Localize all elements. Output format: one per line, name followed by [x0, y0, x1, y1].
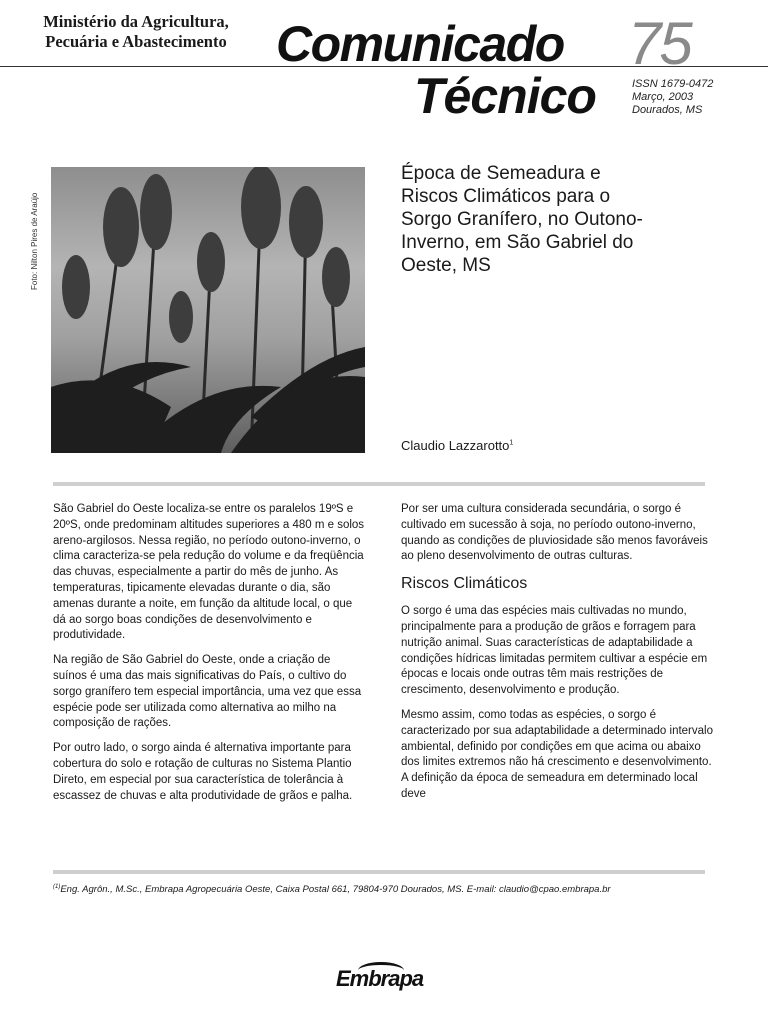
article-title-line: Riscos Climáticos para o [401, 186, 611, 207]
ministry-name [16, 12, 256, 52]
body-paragraph: Por ser uma cultura considerada secundária, o sorgo é cultivado em sucessão à soja, no período outono-inverno, quando as condições de pluviosidade são menos favoráveis ao pleno desenvolvimento de outras culturas. [401, 503, 708, 563]
publication-date: Março, 2003 [632, 91, 694, 103]
photo-credit: Foto: Nilton Pires de Araújo [30, 192, 39, 290]
series-title-line-2: Técnico [414, 68, 596, 124]
logo-arc [358, 962, 404, 979]
issn: ISSN 1679-0472 [632, 78, 714, 90]
body-paragraph: Por outro lado, o sorgo ainda é alternativa importante para cobertura do solo e rotação de culturas no Sistema Plantio Direto, em especial por sua característica de tolerância à escassez de chuvas e alta produtividade de grãos e palha. [53, 742, 353, 802]
footnote-text: Eng. Agrôn., M.Sc., Embrapa Agropecuária Oeste, Caixa Postal 661, 79804-970 Dourados, MS. E-mail: claudio@cpao.embrapa.br [60, 884, 611, 896]
body-paragraph: São Gabriel do Oeste localiza-se entre os paralelos 19ºS e 20ºS, onde predominam altitudes superiores a 480 m e solos areno-argilosos. Nessa região, no período outono-inverno, o clima caracteriza-se pela redução do volume e da freqüência das chuvas, especialmente a partir do mês de junho. As temperaturas, tipicamente elevadas durante o dia, são amenas durante a noite, em função da altitude local, o que dá ao sorgo boas condições de desenvolvimento e produtividade. [53, 503, 365, 642]
body-paragraph: O sorgo é uma das espécies mais cultivadas no mundo, principalmente para a produção de grãos e forragem para nutrição animal. Suas características de adaptabilidade a condições hídricas limitadas permitem cultivar a espécie em épocas e locais onde outras têm mais restrições de crescimento, desenvolvimento e produção. [401, 605, 708, 697]
ministry-line-1: Ministério da Agricultura, [43, 12, 229, 31]
sorghum-photo [51, 167, 365, 453]
article-title-line: Época de Semeadura e [401, 163, 601, 184]
author-footnote-mark: 1 [509, 439, 514, 447]
embrapa-logo [336, 966, 423, 992]
article-title-line: Inverno, em São Gabriel do [401, 232, 634, 253]
section-heading: Riscos Climáticos [401, 575, 528, 593]
issue-number: 75 [628, 10, 691, 77]
right-column [401, 502, 713, 812]
body-paragraph: Na região de São Gabriel do Oeste, onde a criação de suínos é uma das mais significativas do País, o cultivo do sorgo granífero tem especial importância, uma vez que essa espécie pode ser utilizada como alternativa ao milho na composição de rações. [53, 654, 362, 730]
ministry-line-2: Pecuária e Abastecimento [45, 32, 227, 51]
sorghum-illustration [51, 167, 365, 453]
logo-text: Embrapa [336, 966, 424, 991]
article-title [401, 162, 721, 277]
author-name: Claudio Lazzarotto [401, 438, 510, 453]
series-title-line-1: Comunicado [276, 16, 564, 72]
footnote-mark: (1) [53, 884, 61, 890]
body-paragraph: Mesmo assim, como todas as espécies, o sorgo é caracterizado por sua adaptabilidade a determinado intervalo ambiental, definido por condições em que acima ou abaixo dos limites extremos não há crescimento e desenvolvimento. A definição da época de semeadura em determinado local deve [401, 708, 713, 800]
left-column [53, 502, 365, 813]
article-title-line: Sorgo Granífero, no Outono- [401, 209, 643, 230]
section-divider-top [53, 482, 705, 486]
publication-place: Dourados, MS [632, 104, 703, 116]
publication-info [632, 78, 713, 117]
author [401, 438, 513, 453]
footnote [53, 884, 733, 895]
article-title-line: Oeste, MS [401, 255, 491, 276]
section-divider-bottom [53, 870, 705, 874]
